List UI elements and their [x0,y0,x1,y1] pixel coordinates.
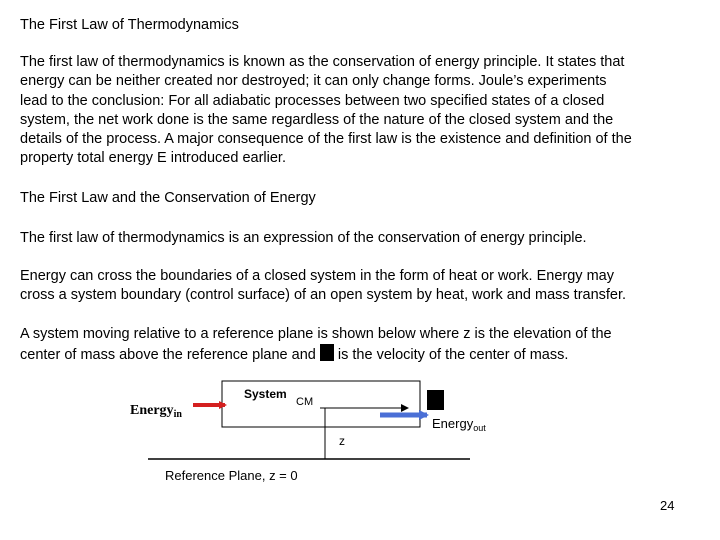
energy-in-label: Energy$_{in}$ [130,403,182,420]
page-number: 24 [660,498,675,513]
energy-out-label: Energy$_{out}$ [432,416,486,433]
intro-line: energy can be neither created nor destroyed; it can only change forms. Joule’s experiments [20,73,607,90]
paragraph-line: Energy can cross the boundaries of a closed system in the form of heat or work. Energy may [20,268,614,284]
paragraph-line-start: center of mass above the reference plane and [20,347,316,364]
center-of-mass-label: CM [296,396,314,408]
intro-line: details of the process. A major consequence of the first law is the existence and definition of the [20,131,632,148]
section-heading: The First Law and the Conservation of Energy [20,190,316,206]
intro-line: system, the net work done is the same regardless of the nature of the closed system and the [20,111,614,128]
reference-plane-label: Reference Plane, z = 0 [165,468,298,483]
elevation-z-label: z [339,434,345,448]
paragraph-line-end: is the velocity of the center of mass. [337,347,569,364]
paragraph-first-law: The first law of thermodynamics is an expression of the conservation of energy principle. [20,230,587,246]
intro-line: property total energy E introduced earlier. [20,150,286,167]
velocity-symbol-placeholder-diagram [427,390,444,410]
system-label: System [244,387,287,401]
intro-line: The first law of thermodynamics is known as the conservation of energy principle. It states that [20,54,625,70]
slide-title: The First Law of Thermodynamics [20,17,239,33]
intro-line: lead to the conclusion: For all adiabatic processes between two specified states of a closed [20,92,605,109]
paragraph-line: cross a system boundary (control surface) of an open system by heat, work and mass transfer. [20,287,627,304]
paragraph-line: A system moving relative to a reference plane is shown below where z is the elevation of the [20,326,612,342]
